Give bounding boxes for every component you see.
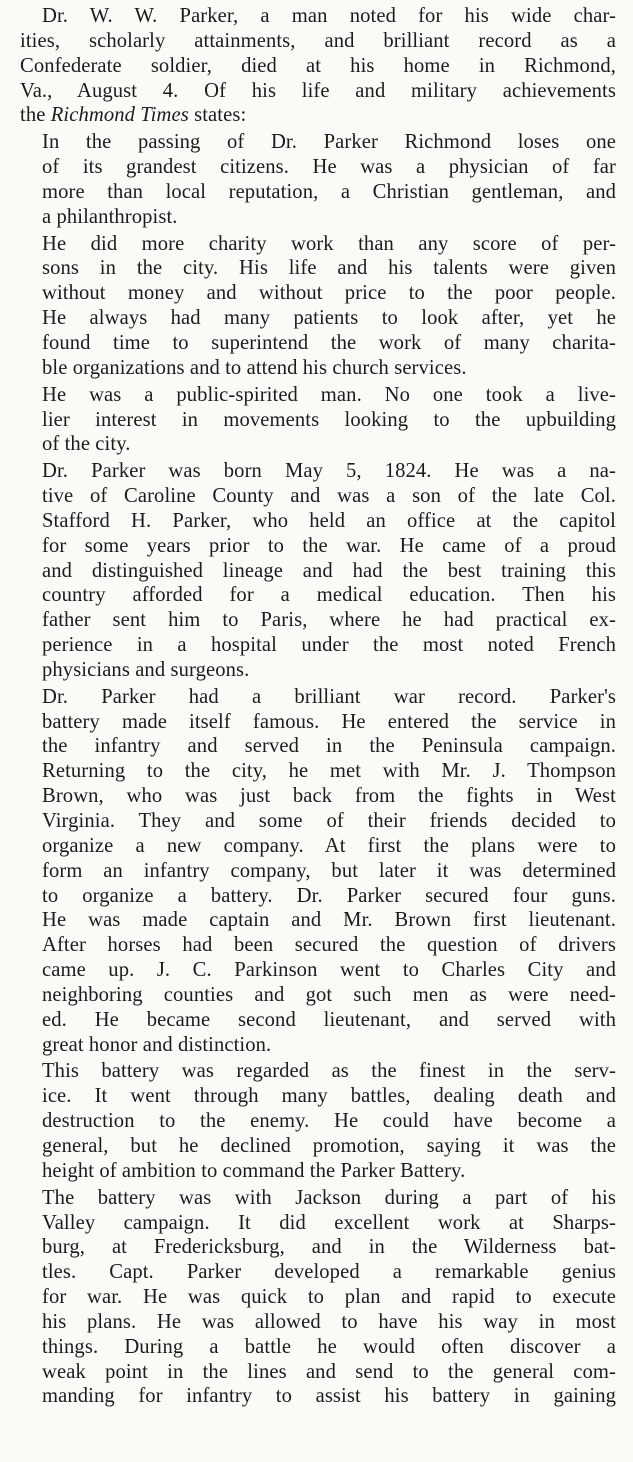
text-line: neighboring counties and got such men as were need- bbox=[42, 983, 616, 1006]
text-line: ble organizations and to attend his church services. bbox=[42, 356, 467, 379]
text-line: organize a new company. At first the plans were to bbox=[42, 834, 616, 857]
text-line: came up. J. C. Parkinson went to Charles City and bbox=[42, 959, 616, 982]
text-line: Valley campaign. It did excellent work at Sharps- bbox=[42, 1211, 616, 1234]
body-paragraph bbox=[20, 685, 616, 1058]
text-line: tive of Caroline County and was a son of the late Col. bbox=[42, 485, 616, 508]
text-line: a philanthropist. bbox=[42, 205, 178, 228]
text-line: He always had many patients to look after, yet he bbox=[42, 307, 616, 330]
text-line: ed. He became second lieutenant, and served with bbox=[42, 1008, 616, 1031]
text-line: for some years prior to the war. He came of a proud bbox=[42, 534, 616, 557]
text-line: In the passing of Dr. Parker Richmond loses one bbox=[42, 131, 616, 154]
body-paragraph bbox=[20, 1186, 616, 1410]
text-line: ice. It went through many battles, dealing death and bbox=[42, 1085, 616, 1108]
text-line: Dr. Parker had a brilliant war record. Parker's bbox=[42, 685, 616, 708]
text-line: destruction to the enemy. He could have become a bbox=[42, 1110, 616, 1133]
text-line: without money and without price to the poor people. bbox=[42, 282, 616, 305]
text-line: He was a public-spirited man. No one took a live- bbox=[42, 383, 616, 406]
body-paragraph bbox=[20, 232, 616, 381]
text-line: and distinguished lineage and had the best training this bbox=[42, 559, 616, 582]
text-line: He did more charity work than any score of per- bbox=[42, 232, 616, 255]
body-paragraph bbox=[20, 1059, 616, 1183]
text-line: Brown, who was just back from the fights in West bbox=[42, 785, 616, 808]
text-line: Dr. W. W. Parker, a man noted for his wide char- bbox=[42, 5, 616, 27]
article-body bbox=[20, 130, 616, 1409]
text-line: more than local reputation, a Christian gentleman, and bbox=[42, 180, 616, 203]
text-line: of its grandest citizens. He was a physician of far bbox=[42, 156, 616, 179]
text-line: for war. He was quick to plan and rapid to execute bbox=[42, 1286, 616, 1309]
text-line: the infantry and served in the Peninsula campaign. bbox=[42, 735, 616, 758]
text-line: great honor and distinction. bbox=[42, 1033, 272, 1056]
text-line: Stafford H. Parker, who held an office at the capitol bbox=[42, 509, 616, 532]
text-line: The battery was with Jackson during a part of his bbox=[42, 1186, 616, 1209]
text-line: father sent him to Paris, where he had practical ex- bbox=[42, 609, 616, 632]
text-line: ities, scholarly attainments, and brilliant record as a bbox=[20, 29, 616, 52]
text-line: battery made itself famous. He entered the service in bbox=[42, 710, 616, 733]
text-line: Confederate soldier, died at his home in Richmond, bbox=[20, 54, 616, 77]
text-line: general, but he declined promotion, saying it was the bbox=[42, 1134, 616, 1157]
text-line: perience in a hospital under the most noted French bbox=[42, 634, 616, 657]
text-line: his plans. He was allowed to have his way in most bbox=[42, 1310, 616, 1333]
text-line: He was made captain and Mr. Brown first lieutenant. bbox=[42, 909, 616, 932]
text-line: height of ambition to command the Parker Battery. bbox=[42, 1159, 466, 1182]
body-paragraph bbox=[20, 459, 616, 683]
newspaper-title: Richmond Times bbox=[50, 104, 189, 127]
text-line: This battery was regarded as the finest in the serv- bbox=[42, 1060, 616, 1083]
text-line: Dr. Parker was born May 5, 1824. He was a na- bbox=[42, 460, 616, 483]
text-line: to organize a battery. Dr. Parker secured four guns. bbox=[42, 884, 616, 907]
text-line: Va., August 4. Of his life and military achievements bbox=[20, 79, 616, 102]
body-paragraph bbox=[20, 383, 616, 458]
text-line: found time to superintend the work of many charita- bbox=[42, 331, 616, 354]
text-fragment: the bbox=[20, 104, 51, 127]
text-line: tles. Capt. Parker developed a remarkable genius bbox=[42, 1261, 616, 1284]
text-line: burg, at Fredericksburg, and in the Wilderness bat- bbox=[42, 1236, 616, 1259]
text-line: Virginia. They and some of their friends decided to bbox=[42, 810, 616, 832]
intro-paragraph bbox=[20, 4, 616, 128]
text-fragment: states: bbox=[188, 104, 247, 127]
text-line: of the city. bbox=[42, 433, 131, 456]
text-line: After horses had been secured the question of drivers bbox=[42, 934, 616, 957]
text-line: physicians and surgeons. bbox=[42, 658, 250, 681]
text-line: sons in the city. His life and his talents were given bbox=[42, 257, 616, 280]
text-line: things. During a battle he would often discover a bbox=[42, 1335, 616, 1358]
text-line: lier interest in movements looking to the upbuilding bbox=[42, 408, 616, 431]
text-line: Returning to the city, he met with Mr. J. Thompson bbox=[42, 760, 616, 783]
body-paragraph bbox=[20, 130, 616, 229]
text-line: country afforded for a medical education. Then his bbox=[42, 584, 616, 607]
text-line: form an infantry company, but later it was determined bbox=[42, 859, 616, 882]
text-line: weak point in the lines and send to the general com- bbox=[42, 1360, 616, 1383]
text-line: manding for infantry to assist his battery in gaining bbox=[42, 1385, 616, 1408]
text-line bbox=[20, 103, 616, 128]
